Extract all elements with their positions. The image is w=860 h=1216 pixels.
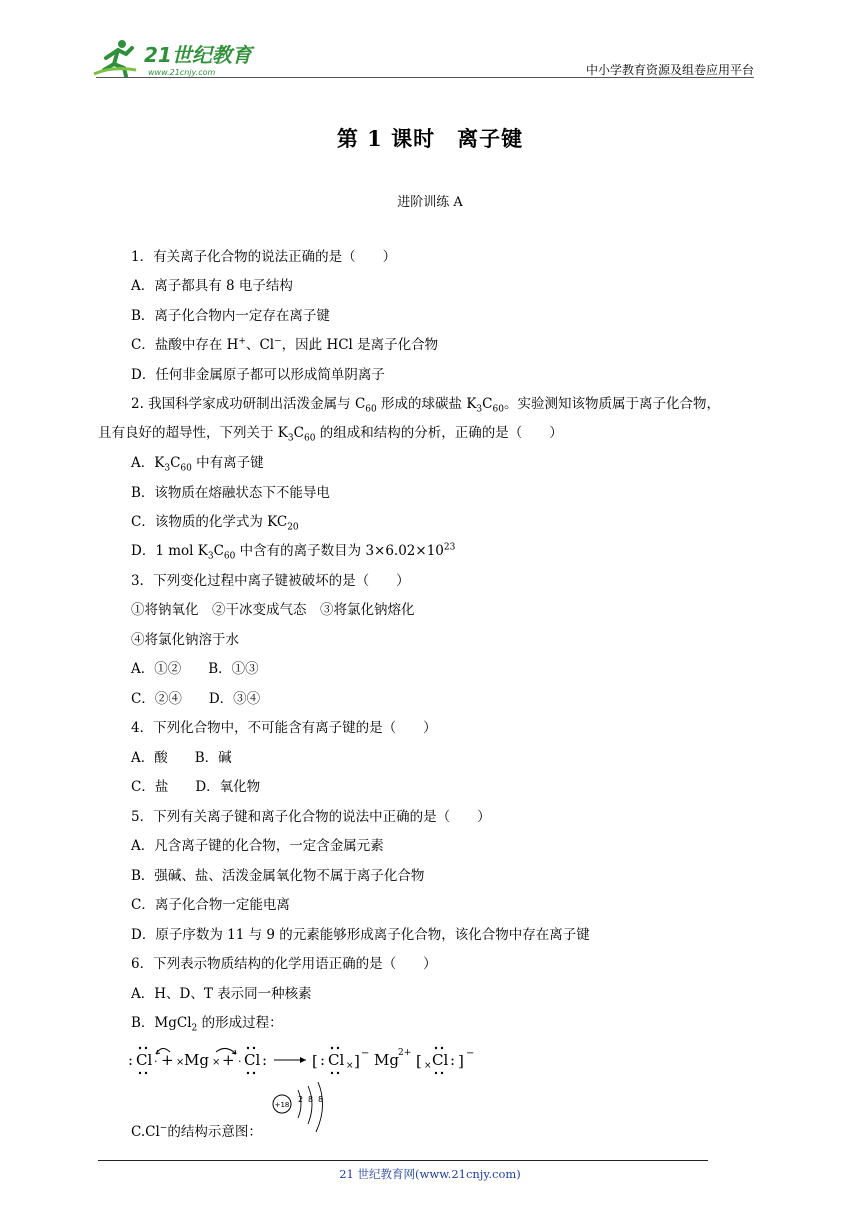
footer-source[interactable]: 21 世纪教育网(www.21cnjy.com) — [339, 1167, 521, 1181]
svg-text:·: · — [154, 1055, 158, 1068]
mgcl2-formation-diagram — [126, 1040, 486, 1080]
question-line: ①将钠氧化 ②干冰变成气态 ③将氯化钠熔化 — [131, 602, 415, 618]
runner-icon — [94, 40, 136, 76]
logo-text: 21世纪教育 — [144, 43, 252, 67]
footer-divider — [98, 1160, 708, 1161]
nucleus-charge: +18 — [274, 1101, 290, 1109]
svg-text::: : — [320, 1051, 326, 1069]
cl-ion-charge-2: − — [466, 1048, 475, 1059]
question-line: 5．下列有关离子键和离子化合物的说法中正确的是（ ） — [131, 809, 491, 825]
question-line: C．②④ D．③④ — [131, 691, 261, 707]
question-line: A．$K_3C_{60}$ 中有离子键 — [131, 455, 264, 474]
question-line: C．盐酸中存在 H+、Cl−，因此 HCl 是离子化合物 — [131, 336, 439, 353]
svg-text::: : — [128, 1051, 134, 1069]
svg-text:×: × — [424, 1061, 432, 1071]
mg-ion-charge: 2+ — [398, 1048, 412, 1058]
question-line: B．离子化合物内一定存在离子键 — [131, 308, 330, 324]
question-line: B．该物质在熔融状态下不能导电 — [131, 485, 330, 501]
cl-ion-2: Cl — [432, 1051, 449, 1069]
svg-text::: : — [450, 1051, 456, 1069]
question-line: D．1 mol $K_3C_{60}$ 中含有的离子数目为 $3\times 6.02\times 10^{23}$ — [131, 542, 456, 562]
question-line: A．H、D、T 表示同一种核素 — [131, 986, 312, 1002]
mg-ion: Mg — [374, 1051, 399, 1069]
plus-2: + — [222, 1051, 235, 1069]
svg-text::: : — [262, 1051, 268, 1069]
svg-text:·: · — [238, 1055, 242, 1068]
cl-atom-2: Cl — [244, 1051, 261, 1069]
svg-text:×: × — [176, 1057, 185, 1068]
question-line: 2. 我国科学家成功研制出活泼金属与 $C_{60}$ 形成的球碳盐 $K_3C_{60}$。实验测知该物质属于离子化合物， — [131, 396, 720, 415]
question-line: A．酸 B．碱 — [131, 750, 232, 766]
section-subtitle: 进阶训练 A — [397, 195, 463, 210]
svg-text:[: [ — [312, 1052, 318, 1070]
shell-1-electrons: 2 — [298, 1095, 304, 1104]
header-divider — [96, 77, 754, 78]
question-line: C．盐 D．氧化物 — [131, 779, 261, 795]
question-line: C．该物质的化学式为 $KC_{20}$ — [131, 514, 299, 533]
mg-atom: Mg — [184, 1051, 209, 1069]
header-platform-text: 中小学教育资源及组卷应用平台 — [585, 63, 754, 77]
question-line: 6．下列表示物质结构的化学用语正确的是（ ） — [131, 956, 437, 972]
svg-text:]: ] — [354, 1052, 360, 1070]
question-line: ④将氯化钠溶于水 — [131, 632, 239, 648]
cl-ion-1: Cl — [328, 1051, 345, 1069]
question-line: C.Cl−的结构示意图： — [131, 1123, 262, 1140]
question-line: B．强碱、盐、活泼金属氧化物不属于离子化合物 — [131, 868, 425, 884]
cl-ion-charge-1: − — [361, 1048, 370, 1059]
question-line: D．任何非金属原子都可以形成简单阴离子 — [131, 367, 385, 383]
question-line: A．离子都具有 8 电子结构 — [131, 278, 293, 294]
question-line: 3．下列变化过程中离子键被破坏的是（ ） — [131, 573, 410, 589]
question-line: B．MgCl$_2$ 的形成过程： — [131, 1015, 283, 1034]
svg-text:]: ] — [458, 1052, 464, 1070]
plus-1: + — [161, 1051, 174, 1069]
site-logo[interactable] — [92, 36, 262, 80]
question-line: A．①② B．①③ — [131, 661, 259, 677]
shell-2-electrons: 8 — [308, 1095, 314, 1104]
question-line: D．原子序数为 11 与 9 的元素能够形成离子化合物，该化合物中存在离子键 — [131, 927, 590, 943]
svg-text:×: × — [346, 1061, 354, 1071]
svg-text:×: × — [212, 1057, 221, 1068]
question-line: A．凡含离子键的化合物，一定含金属元素 — [131, 838, 384, 854]
question-line: 1．有关离子化合物的说法正确的是（ ） — [131, 249, 397, 265]
cl-ion-structure-diagram — [270, 1082, 340, 1142]
question-line: C．离子化合物一定能电离 — [131, 897, 290, 913]
cl-atom-1: Cl — [136, 1051, 153, 1069]
svg-text:[: [ — [416, 1052, 422, 1070]
logo-url: www.21cnjy.com — [148, 68, 216, 77]
question-line: 且有良好的超导性，下列关于 $K_3C_{60}$ 的组成和结构的分析，正确的是（ ） — [98, 425, 563, 444]
question-line: 4．下列化合物中，不可能含有离子键的是（ ） — [131, 720, 437, 736]
shell-3-electrons: 8 — [318, 1095, 324, 1104]
page-title: 第 1 课时 离子键 — [336, 126, 524, 151]
